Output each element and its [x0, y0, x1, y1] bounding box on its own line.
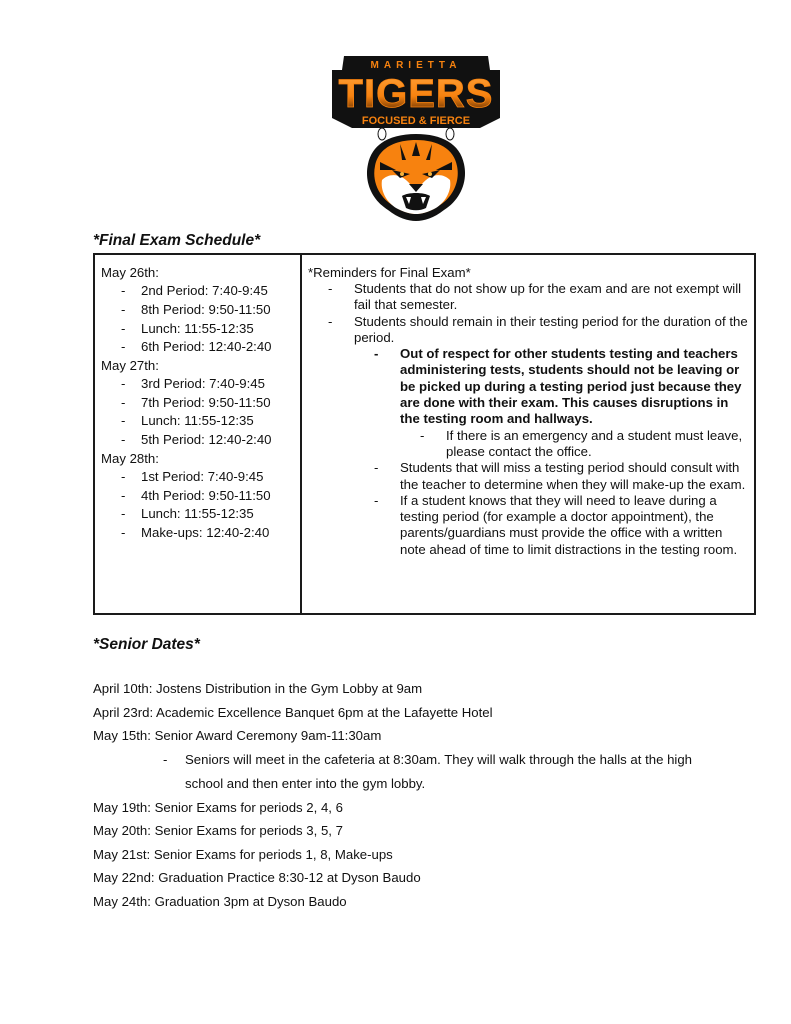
senior-date-item: April 23rd: Academic Excellence Banquet 6pm at the Lafayette Hotel [93, 704, 493, 720]
svg-text:TIGERS: TIGERS [338, 72, 494, 116]
exam-schedule-column [95, 255, 302, 613]
senior-date-item: May 15th: Senior Award Ceremony 9am-11:30am [93, 728, 382, 743]
senior-date-item: May 20th: Senior Exams for periods 3, 5, 7 [93, 823, 343, 838]
reminder-item: - If a student knows that they will need to leave during a testing period (for example a doctor appointment), the parents/guardians must provide the office with a written note ahead of time to limit distractions in the testing room. [374, 492, 738, 557]
exam-slot: - Make-ups: 12:40-2:40 [121, 524, 270, 540]
senior-date-item: May 21st: Senior Exams for periods 1, 8, Make-ups [93, 846, 393, 862]
senior-dates-title: *Senior Dates* [93, 636, 200, 653]
senior-date-item: April 10th: Jostens Distribution in the Gym Lobby at 9am [93, 681, 423, 696]
exam-day-block [101, 357, 300, 450]
exam-slot: - 7th Period: 9:50-11:50 [121, 394, 271, 410]
exam-slot: - 1st Period: 7:40-9:45 [121, 468, 264, 484]
reminder-item: - Students should remain in their testing period for the duration of the period. [328, 313, 748, 345]
final-exam-table [93, 253, 756, 615]
exam-day-label: May 27th: [101, 357, 159, 373]
senior-date-item: May 19th: Senior Exams for periods 2, 4, 6 [93, 799, 343, 815]
exam-day-block [101, 264, 300, 357]
exam-slot: - Lunch: 11:55-12:35 [121, 506, 254, 522]
exam-slot: - 6th Period: 12:40-2:40 [121, 339, 272, 355]
final-exam-schedule-title: *Final Exam Schedule* [93, 232, 261, 249]
senior-dates-list [93, 677, 733, 913]
exam-slot: - 2nd Period: 7:40-9:45 [121, 283, 268, 299]
svg-text:FOCUSED & FIERCE: FOCUSED & FIERCE [361, 115, 471, 127]
exam-slot: - 5th Period: 12:40-2:40 [121, 431, 272, 447]
tiger-mascot-icon [330, 52, 502, 222]
reminders-column [302, 255, 754, 613]
exam-slot: - Lunch: 11:55-12:35 [121, 413, 254, 429]
exam-day-block [101, 450, 300, 543]
senior-date-item: May 24th: Graduation 3pm at Dyson Baudo [93, 893, 347, 909]
marietta-tigers-logo [330, 52, 502, 222]
reminder-item: - Students that will miss a testing period should consult with the teacher to determine when they will make-up the exam. [374, 460, 746, 492]
svg-text:MARIETTA: MARIETTA [370, 60, 462, 71]
exam-day-label: May 26th: [101, 265, 159, 280]
exam-slot: - 4th Period: 9:50-11:50 [121, 487, 271, 503]
reminder-item-bold: - Out of respect for other students testing and teachers administering tests, students should not be leaving or be picked up during a testing period just because they are done with their exam. This causes disruptions in the testing room and hallways. [374, 346, 742, 427]
exam-slot: - Lunch: 11:55-12:35 [121, 320, 254, 336]
senior-date-item: May 22nd: Graduation Practice 8:30-12 at Dyson Baudo [93, 870, 421, 885]
senior-date-subnote: - Seniors will meet in the cafeteria at 8:30am. They will walk through the halls at the high school and then enter into the gym lobby. [163, 751, 693, 791]
reminders-title: *Reminders for Final Exam* [308, 265, 471, 280]
exam-day-label: May 28th: [101, 450, 159, 466]
exam-slot: - 8th Period: 9:50-11:50 [121, 302, 271, 317]
reminder-subitem: - If there is an emergency and a student must leave, please contact the office. [420, 427, 743, 459]
exam-slot: - 3rd Period: 7:40-9:45 [121, 376, 265, 392]
reminder-item: - Students that do not show up for the exam and are not exempt will fail that semester. [328, 281, 742, 313]
